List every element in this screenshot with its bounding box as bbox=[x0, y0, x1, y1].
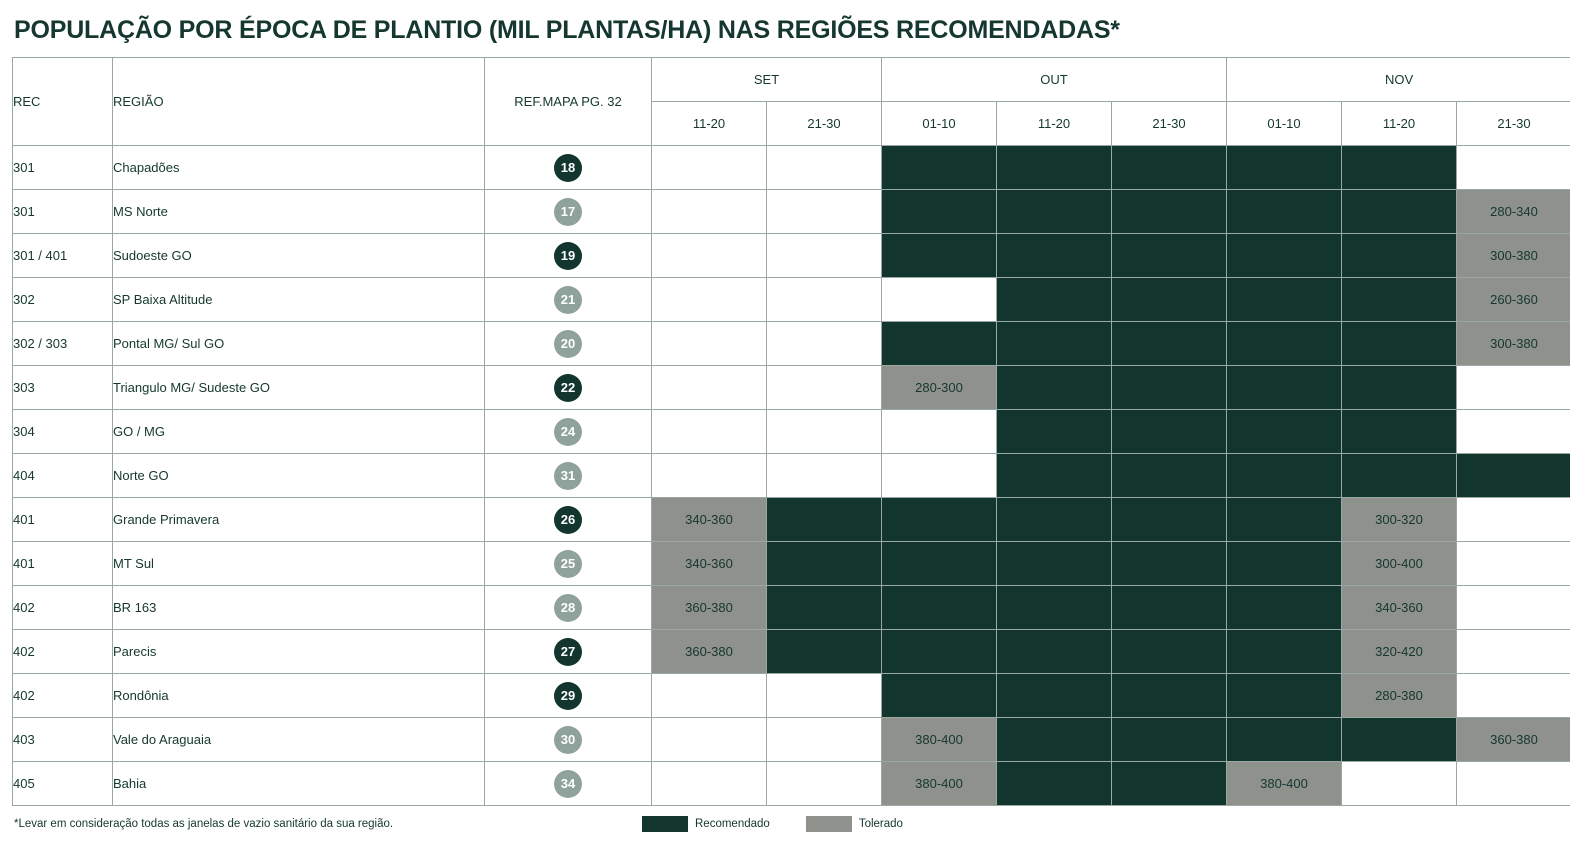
cell-value: 280-300 bbox=[1227, 190, 1342, 234]
cell-value bbox=[767, 146, 882, 190]
cell-value: 300-380 bbox=[1457, 454, 1570, 498]
footnote: *Levar em consideração todas as janelas de vazio sanitário da sua região. bbox=[14, 818, 394, 830]
cell-value: 280-300 bbox=[997, 674, 1112, 718]
cell-regiao: Grande Primavera bbox=[113, 498, 485, 542]
cell-value: 280-320 bbox=[1112, 322, 1227, 366]
cell-value: 340-360 bbox=[652, 542, 767, 586]
table-body bbox=[13, 146, 1570, 806]
cell-value: 280-320 bbox=[997, 234, 1112, 278]
header-group-nov: NOV bbox=[1227, 58, 1570, 102]
cell-ref-mapa bbox=[485, 190, 652, 234]
table-row bbox=[13, 542, 1570, 586]
cell-value: 380-400 bbox=[1227, 762, 1342, 806]
cell-value: 300-320 bbox=[1112, 542, 1227, 586]
cell-value: 280-320 bbox=[882, 146, 997, 190]
cell-value bbox=[1457, 366, 1570, 410]
cell-value: 360-380 bbox=[1227, 718, 1342, 762]
ref-badge: 27 bbox=[554, 638, 582, 666]
cell-value bbox=[652, 718, 767, 762]
cell-value bbox=[1457, 630, 1570, 674]
table-row bbox=[13, 630, 1570, 674]
cell-value: 280-320 bbox=[1227, 454, 1342, 498]
cell-ref-mapa bbox=[485, 454, 652, 498]
cell-regiao: BR 163 bbox=[113, 586, 485, 630]
cell-value: 240-280 bbox=[1112, 278, 1227, 322]
ref-badge: 30 bbox=[554, 726, 582, 754]
cell-value: 260-280 bbox=[1342, 366, 1457, 410]
cell-rec: 404 bbox=[13, 454, 113, 498]
cell-ref-mapa bbox=[485, 674, 652, 718]
cell-value: 300-320 bbox=[882, 542, 997, 586]
cell-value: 360-380 bbox=[652, 630, 767, 674]
cell-ref-mapa bbox=[485, 762, 652, 806]
cell-value: 320-360 bbox=[767, 498, 882, 542]
legend-swatch-tolerado bbox=[806, 816, 852, 832]
table-row bbox=[13, 366, 1570, 410]
ref-badge: 28 bbox=[554, 594, 582, 622]
cell-ref-mapa bbox=[485, 718, 652, 762]
ref-badge: 22 bbox=[554, 374, 582, 402]
cell-regiao: Norte GO bbox=[113, 454, 485, 498]
cell-value: 240-340 bbox=[1342, 278, 1457, 322]
cell-value bbox=[1457, 410, 1570, 454]
cell-regiao: MS Norte bbox=[113, 190, 485, 234]
header-group-out: OUT bbox=[882, 58, 1227, 102]
cell-value: 280-320 bbox=[1342, 234, 1457, 278]
cell-value bbox=[1457, 542, 1570, 586]
cell-value: 280-320 bbox=[997, 454, 1112, 498]
cell-value: 300-400 bbox=[1342, 542, 1457, 586]
cell-regiao: Chapadões bbox=[113, 146, 485, 190]
cell-value bbox=[767, 190, 882, 234]
cell-value: 280-300 bbox=[1342, 146, 1457, 190]
cell-value: 360-400 bbox=[997, 718, 1112, 762]
cell-ref-mapa bbox=[485, 542, 652, 586]
table-row bbox=[13, 146, 1570, 190]
cell-value: 300-320 bbox=[997, 498, 1112, 542]
ref-badge: 31 bbox=[554, 462, 582, 490]
population-planting-table bbox=[12, 57, 1570, 806]
cell-regiao: Rondônia bbox=[113, 674, 485, 718]
cell-value: 280-300 bbox=[1112, 190, 1227, 234]
cell-value: 280-380 bbox=[1342, 674, 1457, 718]
header-group-set: SET bbox=[652, 58, 882, 102]
cell-value: 240-280 bbox=[997, 278, 1112, 322]
ref-badge: 19 bbox=[554, 242, 582, 270]
cell-value bbox=[767, 278, 882, 322]
cell-value: 260-280 bbox=[997, 366, 1112, 410]
cell-value bbox=[767, 454, 882, 498]
cell-value: 280-380 bbox=[1342, 322, 1457, 366]
cell-rec: 301 / 401 bbox=[13, 234, 113, 278]
cell-value: 260-280 bbox=[1227, 366, 1342, 410]
header-sub-out-11-20: 11-20 bbox=[997, 102, 1112, 146]
cell-value: 340-360 bbox=[767, 586, 882, 630]
legend-item-recomendado bbox=[642, 816, 770, 832]
cell-value: 300-320 bbox=[1227, 542, 1342, 586]
cell-regiao: GO / MG bbox=[113, 410, 485, 454]
cell-value: 320-420 bbox=[1342, 630, 1457, 674]
header-sub-nov-21-30: 21-30 bbox=[1457, 102, 1570, 146]
cell-regiao: SP Baixa Altitude bbox=[113, 278, 485, 322]
ref-badge: 20 bbox=[554, 330, 582, 358]
cell-regiao: Vale do Araguaia bbox=[113, 718, 485, 762]
cell-value: 300-380 bbox=[1457, 322, 1570, 366]
table-header bbox=[13, 58, 1570, 146]
cell-regiao: Triangulo MG/ Sudeste GO bbox=[113, 366, 485, 410]
table-row bbox=[13, 586, 1570, 630]
cell-value: 300-320 bbox=[1112, 498, 1227, 542]
cell-value bbox=[767, 718, 882, 762]
cell-regiao: MT Sul bbox=[113, 542, 485, 586]
cell-value: 280-300 bbox=[1227, 674, 1342, 718]
cell-rec: 402 bbox=[13, 630, 113, 674]
cell-value: 360-380 bbox=[652, 586, 767, 630]
cell-value bbox=[652, 366, 767, 410]
cell-value bbox=[882, 278, 997, 322]
ref-badge: 18 bbox=[554, 154, 582, 182]
table-row bbox=[13, 498, 1570, 542]
header-sub-set-11-20: 11-20 bbox=[652, 102, 767, 146]
cell-value: 300-380 bbox=[1457, 234, 1570, 278]
cell-rec: 402 bbox=[13, 586, 113, 630]
cell-value: 280-320 bbox=[1112, 234, 1227, 278]
table-row bbox=[13, 234, 1570, 278]
cell-value bbox=[652, 762, 767, 806]
table-row bbox=[13, 718, 1570, 762]
cell-ref-mapa bbox=[485, 498, 652, 542]
cell-value: 320-340 bbox=[882, 498, 997, 542]
cell-value bbox=[652, 278, 767, 322]
cell-ref-mapa bbox=[485, 366, 652, 410]
cell-value: 340-360 bbox=[767, 630, 882, 674]
cell-value bbox=[1457, 586, 1570, 630]
cell-value: 380-400 bbox=[1112, 762, 1227, 806]
ref-badge: 21 bbox=[554, 286, 582, 314]
cell-value: 240-280 bbox=[1227, 278, 1342, 322]
cell-regiao: Bahia bbox=[113, 762, 485, 806]
cell-value: 300-320 bbox=[1227, 498, 1342, 542]
cell-ref-mapa bbox=[485, 630, 652, 674]
ref-badge: 25 bbox=[554, 550, 582, 578]
cell-value bbox=[1457, 498, 1570, 542]
header-regiao: REGIÃO bbox=[113, 58, 485, 146]
cell-ref-mapa bbox=[485, 146, 652, 190]
cell-value: 360-380 bbox=[1342, 718, 1457, 762]
legend-label-recomendado: Recomendado bbox=[695, 818, 770, 830]
cell-value: 360-380 bbox=[1457, 718, 1570, 762]
cell-value bbox=[1457, 762, 1570, 806]
cell-value: 380-400 bbox=[997, 762, 1112, 806]
table-row bbox=[13, 762, 1570, 806]
cell-rec: 401 bbox=[13, 498, 113, 542]
cell-value bbox=[767, 674, 882, 718]
cell-value bbox=[652, 322, 767, 366]
ref-badge: 34 bbox=[554, 770, 582, 798]
cell-value: 280-340 bbox=[882, 322, 997, 366]
cell-value bbox=[882, 454, 997, 498]
cell-value bbox=[652, 146, 767, 190]
cell-value: 380-400 bbox=[882, 762, 997, 806]
header-sub-nov-11-20: 11-20 bbox=[1342, 102, 1457, 146]
cell-value: 260-300 bbox=[1227, 410, 1342, 454]
cell-value: 280-300 bbox=[1112, 674, 1227, 718]
header-sub-out-01-10: 01-10 bbox=[882, 102, 997, 146]
cell-value: 260-300 bbox=[1342, 410, 1457, 454]
cell-value: 300-320 bbox=[1342, 498, 1457, 542]
cell-value: 320-340 bbox=[997, 586, 1112, 630]
ref-badge: 24 bbox=[554, 418, 582, 446]
cell-value bbox=[767, 234, 882, 278]
cell-value: 320-360 bbox=[882, 630, 997, 674]
cell-value: 280-300 bbox=[1342, 190, 1457, 234]
header-sub-nov-01-10: 01-10 bbox=[1227, 102, 1342, 146]
cell-value: 280-320 bbox=[1227, 322, 1342, 366]
cell-value: 280-320 bbox=[1227, 234, 1342, 278]
cell-rec: 304 bbox=[13, 410, 113, 454]
cell-value: 280-320 bbox=[997, 322, 1112, 366]
cell-ref-mapa bbox=[485, 234, 652, 278]
cell-value bbox=[767, 322, 882, 366]
cell-value: 260-280 bbox=[1112, 366, 1227, 410]
ref-badge: 29 bbox=[554, 682, 582, 710]
cell-value: 320-340 bbox=[1227, 586, 1342, 630]
cell-value bbox=[767, 410, 882, 454]
cell-rec: 405 bbox=[13, 762, 113, 806]
cell-value bbox=[1457, 674, 1570, 718]
legend-label-tolerado: Tolerado bbox=[858, 818, 903, 830]
cell-regiao: Parecis bbox=[113, 630, 485, 674]
cell-value: 320-340 bbox=[997, 630, 1112, 674]
cell-rec: 401 bbox=[13, 542, 113, 586]
table-row bbox=[13, 410, 1570, 454]
cell-value bbox=[767, 366, 882, 410]
cell-value: 280-300 bbox=[882, 366, 997, 410]
table-row bbox=[13, 454, 1570, 498]
cell-value: 260-360 bbox=[1457, 278, 1570, 322]
cell-value: 340-360 bbox=[1342, 586, 1457, 630]
cell-ref-mapa bbox=[485, 586, 652, 630]
cell-rec: 403 bbox=[13, 718, 113, 762]
cell-ref-mapa bbox=[485, 322, 652, 366]
table-footer bbox=[12, 814, 1558, 842]
header-sub-out-21-30: 21-30 bbox=[1112, 102, 1227, 146]
cell-value bbox=[652, 674, 767, 718]
cell-rec: 302 bbox=[13, 278, 113, 322]
cell-value: 280-320 bbox=[1112, 454, 1227, 498]
table-row bbox=[13, 190, 1570, 234]
cell-regiao: Pontal MG/ Sul GO bbox=[113, 322, 485, 366]
cell-value: 280-340 bbox=[1457, 190, 1570, 234]
cell-value: 320-340 bbox=[767, 542, 882, 586]
cell-value: 280-300 bbox=[997, 146, 1112, 190]
cell-value: 300-340 bbox=[882, 234, 997, 278]
cell-value bbox=[652, 410, 767, 454]
cell-rec: 301 bbox=[13, 190, 113, 234]
cell-value: 320-340 bbox=[1112, 586, 1227, 630]
header-row-groups bbox=[13, 58, 1570, 102]
legend bbox=[642, 816, 931, 832]
cell-value bbox=[767, 762, 882, 806]
cell-regiao: Sudoeste GO bbox=[113, 234, 485, 278]
cell-value: 280-300 bbox=[1112, 146, 1227, 190]
cell-value: 280-300 bbox=[1227, 146, 1342, 190]
cell-rec: 402 bbox=[13, 674, 113, 718]
ref-badge: 26 bbox=[554, 506, 582, 534]
cell-value bbox=[652, 234, 767, 278]
cell-value bbox=[1342, 762, 1457, 806]
cell-value: 260-300 bbox=[1112, 410, 1227, 454]
header-rec: REC bbox=[13, 58, 113, 146]
cell-value: 280-320 bbox=[1342, 454, 1457, 498]
cell-value: 280-320 bbox=[882, 190, 997, 234]
table-row bbox=[13, 322, 1570, 366]
cell-rec: 301 bbox=[13, 146, 113, 190]
cell-ref-mapa bbox=[485, 278, 652, 322]
ref-badge: 17 bbox=[554, 198, 582, 226]
cell-value: 380-400 bbox=[882, 718, 997, 762]
table-row bbox=[13, 278, 1570, 322]
cell-value: 260-300 bbox=[997, 410, 1112, 454]
cell-value: 360-380 bbox=[1112, 718, 1227, 762]
cell-value bbox=[882, 410, 997, 454]
cell-ref-mapa bbox=[485, 410, 652, 454]
header-sub-set-21-30: 21-30 bbox=[767, 102, 882, 146]
cell-value bbox=[652, 454, 767, 498]
cell-rec: 302 / 303 bbox=[13, 322, 113, 366]
cell-value bbox=[652, 190, 767, 234]
cell-rec: 303 bbox=[13, 366, 113, 410]
table-row bbox=[13, 674, 1570, 718]
cell-value: 300-320 bbox=[997, 542, 1112, 586]
header-ref-mapa: REF.MAPA PG. 32 bbox=[485, 58, 652, 146]
cell-value: 340-360 bbox=[882, 586, 997, 630]
cell-value: 320-340 bbox=[1112, 630, 1227, 674]
cell-value: 320-340 bbox=[1227, 630, 1342, 674]
cell-value: 280-300 bbox=[997, 190, 1112, 234]
legend-swatch-recomendado bbox=[642, 816, 688, 832]
cell-value: 340-360 bbox=[652, 498, 767, 542]
legend-item-tolerado bbox=[806, 816, 903, 832]
cell-value bbox=[1457, 146, 1570, 190]
cell-value: 280-300 bbox=[882, 674, 997, 718]
page-title: POPULAÇÃO POR ÉPOCA DE PLANTIO (MIL PLANTAS/HA) NAS REGIÕES RECOMENDADAS* bbox=[14, 16, 1120, 44]
